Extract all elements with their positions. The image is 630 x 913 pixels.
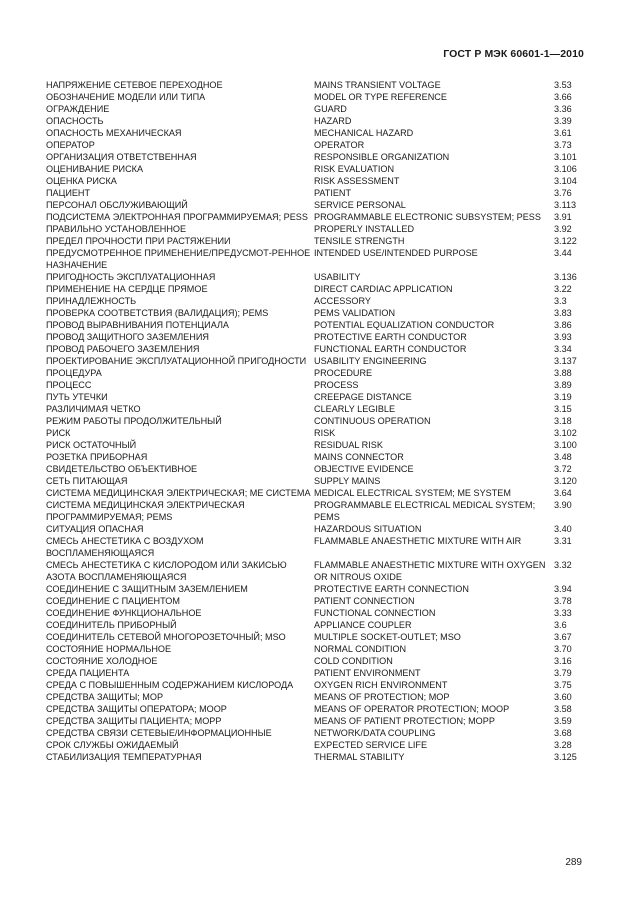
clause-reference: 3.106 [554,164,577,174]
clause-reference: 3.19 [554,392,572,402]
term-english: THERMAL STABILITY [314,752,405,762]
clause-reference: 3.16 [554,656,572,666]
clause-reference: 3.32 [554,560,572,570]
table-row [46,307,584,319]
term-russian: НАПРЯЖЕНИЕ СЕТЕВОЕ ПЕРЕХОДНОЕ [46,80,223,90]
term-english: GUARD [314,104,347,114]
clause-reference: 3.15 [554,404,572,414]
term-english: RESIDUAL RISK [314,440,383,450]
table-row [46,379,584,391]
table-row [46,487,584,499]
clause-reference: 3.64 [554,488,572,498]
table-row [46,199,584,211]
term-english: RESPONSIBLE ORGANIZATION [314,152,450,162]
table-row [46,139,584,151]
term-english: CREEPAGE DISTANCE [314,392,412,402]
term-english: DIRECT CARDIAC APPLICATION [314,284,453,294]
table-row [46,751,584,763]
clause-reference: 3.113 [554,200,577,210]
clause-reference: 3.40 [554,524,572,534]
table-row [46,271,584,283]
table-row [46,667,584,679]
clause-reference: 3.78 [554,596,572,606]
term-english: FLAMMABLE ANAESTHETIC MIXTURE WITH AIR [314,536,522,546]
clause-reference: 3.89 [554,380,572,390]
table-row [46,235,584,247]
term-russian: ПРОВЕРКА СООТВЕТСТВИЯ (ВАЛИДАЦИЯ); PEMS [46,308,269,318]
clause-reference: 3.44 [554,248,572,258]
term-russian: СОЕДИНИТЕЛЬ СЕТЕВОЙ МНОГОРОЗЕТОЧНЫЙ; MSO [46,632,286,642]
table-row [46,595,584,607]
table-row [46,211,584,223]
clause-reference: 3.137 [554,356,577,366]
clause-reference: 3.93 [554,332,572,342]
table-row [46,187,584,199]
term-russian: СМЕСЬ АНЕСТЕТИКА С КИСЛОРОДОМ ИЛИ ЗАКИСЬЮ АЗОТА ВОСПЛАМЕНЯЮЩАЯСЯ [46,560,287,582]
clause-reference: 3.53 [554,80,572,90]
table-row [46,103,584,115]
clause-reference: 3.18 [554,416,572,426]
term-russian: ПРЕДУСМОТРЕННОЕ ПРИМЕНЕНИЕ/ПРЕДУСМОТ-РЕННОЕ НАЗНАЧЕНИЕ [46,248,311,270]
term-english: NORMAL CONDITION [314,644,407,654]
clause-reference: 3.90 [554,500,572,510]
clause-reference: 3.58 [554,704,572,714]
term-english: OXYGEN RICH ENVIRONMENT [314,680,448,690]
term-russian: РАЗЛИЧИМАЯ ЧЕТКО [46,404,141,414]
table-row [46,115,584,127]
term-russian: ПРОВОД РАБОЧЕГО ЗАЗЕМЛЕНИЯ [46,344,200,354]
table-row [46,427,584,439]
table-row [46,451,584,463]
clause-reference: 3.91 [554,212,572,222]
clause-reference: 3.102 [554,428,577,438]
term-english: PROGRAMMABLE ELECTRONIC SUBSYSTEM; PESS [314,212,541,222]
term-english: PROGRAMMABLE ELECTRICAL MEDICAL SYSTEM; PEMS [314,500,536,522]
clause-reference: 3.34 [554,344,572,354]
term-english: PROTECTIVE EARTH CONNECTION [314,584,469,594]
table-row [46,727,584,739]
clause-reference: 3.22 [554,284,572,294]
clause-reference: 3.88 [554,368,572,378]
term-english: PROCESS [314,380,359,390]
term-english: PROTECTIVE EARTH CONDUCTOR [314,332,467,342]
table-row [46,583,584,595]
term-english: PROPERLY INSTALLED [314,224,415,234]
table-row [46,715,584,727]
page-number: 289 [565,857,582,868]
term-russian: ПРОЦЕСС [46,380,92,390]
table-row [46,223,584,235]
clause-reference: 3.125 [554,752,577,762]
table-row [46,703,584,715]
term-english: PATIENT ENVIRONMENT [314,668,421,678]
term-russian: ПЕРСОНАЛ ОБСЛУЖИВАЮЩИЙ [46,200,188,210]
table-row [46,355,584,367]
term-english: EXPECTED SERVICE LIFE [314,740,428,750]
clause-reference: 3.79 [554,668,572,678]
term-russian: СРЕДСТВА ЗАЩИТЫ; MOP [46,692,164,702]
clause-reference: 3.31 [554,536,572,546]
term-russian: РЕЖИМ РАБОТЫ ПРОДОЛЖИТЕЛЬНЫЙ [46,416,222,426]
term-russian: СТАБИЛИЗАЦИЯ ТЕМПЕРАТУРНАЯ [46,752,202,762]
term-russian: СОЕДИНЕНИЕ С ПАЦИЕНТОМ [46,596,180,606]
table-row [46,127,584,139]
term-english: FUNCTIONAL CONNECTION [314,608,436,618]
term-english: MEANS OF OPERATOR PROTECTION; MOOP [314,704,510,714]
term-russian: ОПЕРАТОР [46,140,95,150]
clause-reference: 3.70 [554,644,572,654]
term-english: OBJECTIVE EVIDENCE [314,464,414,474]
table-row [46,295,584,307]
term-russian: СЕТЬ ПИТАЮЩАЯ [46,476,128,486]
term-english: FUNCTIONAL EARTH CONDUCTOR [314,344,467,354]
clause-reference: 3.6 [554,620,567,630]
table-row [46,655,584,667]
term-russian: ПОДСИСТЕМА ЭЛЕКТРОННАЯ ПРОГРАММИРУЕМАЯ; PESS [46,212,308,222]
clause-reference: 3.36 [554,104,572,114]
term-english: SERVICE PERSONAL [314,200,406,210]
clause-reference: 3.92 [554,224,572,234]
clause-reference: 3.39 [554,116,572,126]
clause-reference: 3.68 [554,728,572,738]
term-russian: СОЕДИНИТЕЛЬ ПРИБОРНЫЙ [46,620,177,630]
term-english: PATIENT CONNECTION [314,596,415,606]
term-english: ACCESSORY [314,296,371,306]
term-russian: СИСТЕМА МЕДИЦИНСКАЯ ЭЛЕКТРИЧЕСКАЯ; ME СИСТЕМА [46,488,311,498]
term-russian: СОЕДИНЕНИЕ ФУНКЦИОНАЛЬНОЕ [46,608,202,618]
term-english: TENSILE STRENGTH [314,236,405,246]
clause-reference: 3.101 [554,152,577,162]
term-russian: ПРЕДЕЛ ПРОЧНОСТИ ПРИ РАСТЯЖЕНИИ [46,236,231,246]
term-russian: СИТУАЦИЯ ОПАСНАЯ [46,524,144,534]
term-english: APPLIANCE COUPLER [314,620,412,630]
term-russian: СОЕДИНЕНИЕ С ЗАЩИТНЫМ ЗАЗЕМЛЕНИЕМ [46,584,248,594]
clause-reference: 3.75 [554,680,572,690]
term-russian: СРЕДА С ПОВЫШЕННЫМ СОДЕРЖАНИЕМ КИСЛОРОДА [46,680,294,690]
clause-reference: 3.94 [554,584,572,594]
table-row [46,631,584,643]
term-english: USABILITY ENGINEERING [314,356,427,366]
table-row [46,463,584,475]
table-row [46,319,584,331]
term-russian: СРЕДСТВА СВЯЗИ СЕТЕВЫЕ/ИНФОРМАЦИОННЫЕ [46,728,272,738]
term-russian: СИСТЕМА МЕДИЦИНСКАЯ ЭЛЕКТРИЧЕСКАЯ ПРОГРАММИРУЕМАЯ; PEMS [46,500,245,522]
document-header: ГОСТ Р МЭК 60601-1—2010 [443,48,584,60]
clause-reference: 3.66 [554,92,572,102]
clause-reference: 3.48 [554,452,572,462]
table-row [46,475,584,487]
table-row [46,343,584,355]
term-russian: ПРОЕКТИРОВАНИЕ ЭКСПЛУАТАЦИОННОЙ ПРИГОДНОСТИ [46,356,307,366]
clause-reference: 3.120 [554,476,577,486]
term-english: PROCEDURE [314,368,373,378]
table-row [46,283,584,295]
term-russian: РИСК ОСТАТОЧНЫЙ [46,440,137,450]
term-russian: СРЕДСТВА ЗАЩИТЫ ПАЦИЕНТА; MOPP [46,716,222,726]
clause-reference: 3.104 [554,176,577,186]
term-english: MODEL OR TYPE REFERENCE [314,92,447,102]
term-english: FLAMMABLE ANAESTHETIC MIXTURE WITH OXYGEN OR NITROUS OXIDE [314,560,546,582]
term-english: MEDICAL ELECTRICAL SYSTEM; ME SYSTEM [314,488,511,498]
term-english: RISK EVALUATION [314,164,395,174]
term-russian: СОСТОЯНИЕ НОРМАЛЬНОЕ [46,644,172,654]
table-row [46,643,584,655]
term-english: MAINS CONNECTOR [314,452,404,462]
table-row [46,367,584,379]
term-english: CONTINUOUS OPERATION [314,416,431,426]
table-row [46,247,584,271]
term-english: OPERATOR [314,140,365,150]
term-english: COLD CONDITION [314,656,393,666]
table-row [46,403,584,415]
term-english: HAZARD [314,116,352,126]
term-russian: ПРИМЕНЕНИЕ НА СЕРДЦЕ ПРЯМОЕ [46,284,208,294]
table-row [46,91,584,103]
term-russian: РОЗЕТКА ПРИБОРНАЯ [46,452,148,462]
term-english: PEMS VALIDATION [314,308,396,318]
clause-reference: 3.72 [554,464,572,474]
table-row [46,439,584,451]
clause-reference: 3.86 [554,320,572,330]
clause-reference: 3.59 [554,716,572,726]
term-russian: ОГРАЖДЕНИЕ [46,104,110,114]
term-russian: СРОК СЛУЖБЫ ОЖИДАЕМЫЙ [46,740,179,750]
table-row [46,739,584,751]
table-row [46,499,584,523]
clause-reference: 3.136 [554,272,577,282]
term-russian: ОЦЕНКА РИСКА [46,176,117,186]
clause-reference: 3.3 [554,296,567,306]
table-row [46,331,584,343]
term-russian: ПУТЬ УТЕЧКИ [46,392,108,402]
term-english: NETWORK/DATA COUPLING [314,728,436,738]
term-english: MECHANICAL HAZARD [314,128,414,138]
term-russian: ПРОВОД ВЫРАВНИВАНИЯ ПОТЕНЦИАЛА [46,320,229,330]
term-russian: СОСТОЯНИЕ ХОЛОДНОЕ [46,656,158,666]
term-russian: ПРОЦЕДУРА [46,368,102,378]
term-english: INTENDED USE/INTENDED PURPOSE [314,248,478,258]
term-russian: ПРИГОДНОСТЬ ЭКСПЛУАТАЦИОННАЯ [46,272,216,282]
term-english: MAINS TRANSIENT VOLTAGE [314,80,441,90]
term-russian: ПАЦИЕНТ [46,188,91,198]
term-english: MEANS OF PATIENT PROTECTION; MOPP [314,716,495,726]
table-row [46,151,584,163]
clause-reference: 3.83 [554,308,572,318]
term-russian: СРЕДСТВА ЗАЩИТЫ ОПЕРАТОРА; MOOP [46,704,227,714]
table-row [46,163,584,175]
term-english: USABILITY [314,272,361,282]
table-row [46,79,584,91]
table-row [46,175,584,187]
clause-reference: 3.33 [554,608,572,618]
table-row [46,535,584,559]
term-russian: СРЕДА ПАЦИЕНТА [46,668,130,678]
clause-reference: 3.122 [554,236,577,246]
term-russian: ОЦЕНИВАНИЕ РИСКА [46,164,144,174]
terms-index-table [46,79,584,763]
term-russian: РИСК [46,428,71,438]
term-english: CLEARLY LEGIBLE [314,404,396,414]
table-row [46,559,584,583]
clause-reference: 3.67 [554,632,572,642]
term-russian: ПРАВИЛЬНО УСТАНОВЛЕННОЕ [46,224,187,234]
table-row [46,523,584,535]
term-russian: ОПАСНОСТЬ [46,116,104,126]
term-russian: ОБОЗНАЧЕНИЕ МОДЕЛИ ИЛИ ТИПА [46,92,206,102]
table-row [46,619,584,631]
clause-reference: 3.73 [554,140,572,150]
term-russian: ОРГАНИЗАЦИЯ ОТВЕТСТВЕННАЯ [46,152,197,162]
term-english: SUPPLY MAINS [314,476,381,486]
term-english: HAZARDOUS SITUATION [314,524,422,534]
term-russian: ОПАСНОСТЬ МЕХАНИЧЕСКАЯ [46,128,182,138]
term-english: POTENTIAL EQUALIZATION CONDUCTOR [314,320,495,330]
term-english: RISK [314,428,336,438]
term-english: MEANS OF PROTECTION; MOP [314,692,450,702]
clause-reference: 3.100 [554,440,577,450]
clause-reference: 3.76 [554,188,572,198]
clause-reference: 3.61 [554,128,572,138]
clause-reference: 3.28 [554,740,572,750]
term-russian: СМЕСЬ АНЕСТЕТИКА С ВОЗДУХОМ ВОСПЛАМЕНЯЮЩАЯСЯ [46,536,204,558]
term-russian: ПРОВОД ЗАЩИТНОГО ЗАЗЕМЛЕНИЯ [46,332,209,342]
table-row [46,679,584,691]
table-row [46,691,584,703]
term-russian: СВИДЕТЕЛЬСТВО ОБЪЕКТИВНОЕ [46,464,198,474]
table-row [46,415,584,427]
term-russian: ПРИНАДЛЕЖНОСТЬ [46,296,137,306]
table-row [46,391,584,403]
clause-reference: 3.60 [554,692,572,702]
table-row [46,607,584,619]
term-english: RISK ASSESSMENT [314,176,400,186]
term-english: MULTIPLE SOCKET-OUTLET; MSO [314,632,461,642]
term-english: PATIENT [314,188,352,198]
